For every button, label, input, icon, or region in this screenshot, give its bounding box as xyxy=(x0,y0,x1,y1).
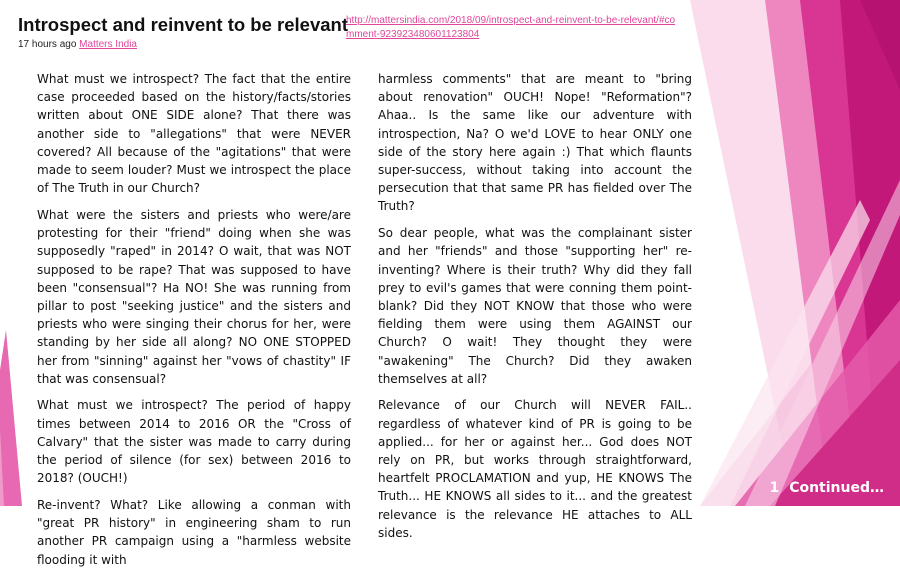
left-column xyxy=(37,70,351,577)
article-title: Introspect and reinvent to be relevant xyxy=(18,14,348,35)
continued-label: Continued… xyxy=(789,480,884,496)
paragraph: So dear people, what was the complainant sister and her "friends" and those "supporting her" re-inventing? Where is their truth? Why did they fall prey to evil's games that were conning them point-blank? Did they NOT KNOW that those who were fielding them were using them AGAINST our Church? O wait! They thought they were "awakening" The Church? Did they awaken themselves at all? xyxy=(378,226,692,386)
source-link[interactable]: Matters India xyxy=(79,39,137,50)
paragraph: What must we introspect? The fact that the entire case proceeded based on the history/facts/stories written about ONE SIDE alone? That there was another side to "allegations" that were NEVER covered? All because of the "agitations" that were made to seem louder? Must we introspect the place of The Truth in our Church? xyxy=(37,72,351,196)
paragraph: What must we introspect? The period of happy times between 2014 to 2016 OR the "Cross of Calvary" that the sister was made to carry during the period of silence (for sex) between 2016 to 2018? (OUCH!) xyxy=(37,398,351,486)
right-column xyxy=(378,70,692,551)
paragraph: harmless comments" that are meant to "bring about renovation" OUCH! Nope! "Reformation"? Ahaa.. Is the same like our adventure with introspection, Na? O we'd LOVE to hear ONLY one side of the story here again :) That which flaunts super-success, without taking into account the persecution that that same PR has fielded over The Truth? xyxy=(378,72,692,214)
slide-footer xyxy=(759,480,884,496)
article-url-link[interactable]: http://mattersindia.com/2018/09/introspect-and-reinvent-to-be-relevant/#comment-923923480601123804 xyxy=(346,15,676,40)
timestamp: 17 hours ago xyxy=(18,39,77,50)
article-meta xyxy=(18,39,137,50)
paragraph: Re-invent? What? Like allowing a conman with "great PR history" in engineering sham to run another PR campaign using a "harmless website flooding it with xyxy=(37,497,351,567)
paragraph: What were the sisters and priests who were/are protesting for their "friend" doing when she was supposedly "raped" in 2014? O wait, that was NOT supposed to be rape? That was supposed to have been "consensual"? Ha NO! She was running from pillar to post "seeking justice" and the sisters and priests who were singing their chorus for her, were standing by her side all along? NO ONE STOPPED her from "sinning" against her "vows of chastity" IF that was consensual? xyxy=(37,207,351,386)
paragraph: Relevance of our Church will NEVER FAIL.. regardless of whatever kind of PR is going to be applied... for her or against her... God does NOT rely on PR, but works through straightforward, heartfelt PROCLAMATION and yup, HE KNOWS The Truth... HE KNOWS all sides to it... and the greatest relevance is the relevance HE attaches to ALL sides. xyxy=(378,398,692,540)
page-number: 1 xyxy=(769,480,780,496)
